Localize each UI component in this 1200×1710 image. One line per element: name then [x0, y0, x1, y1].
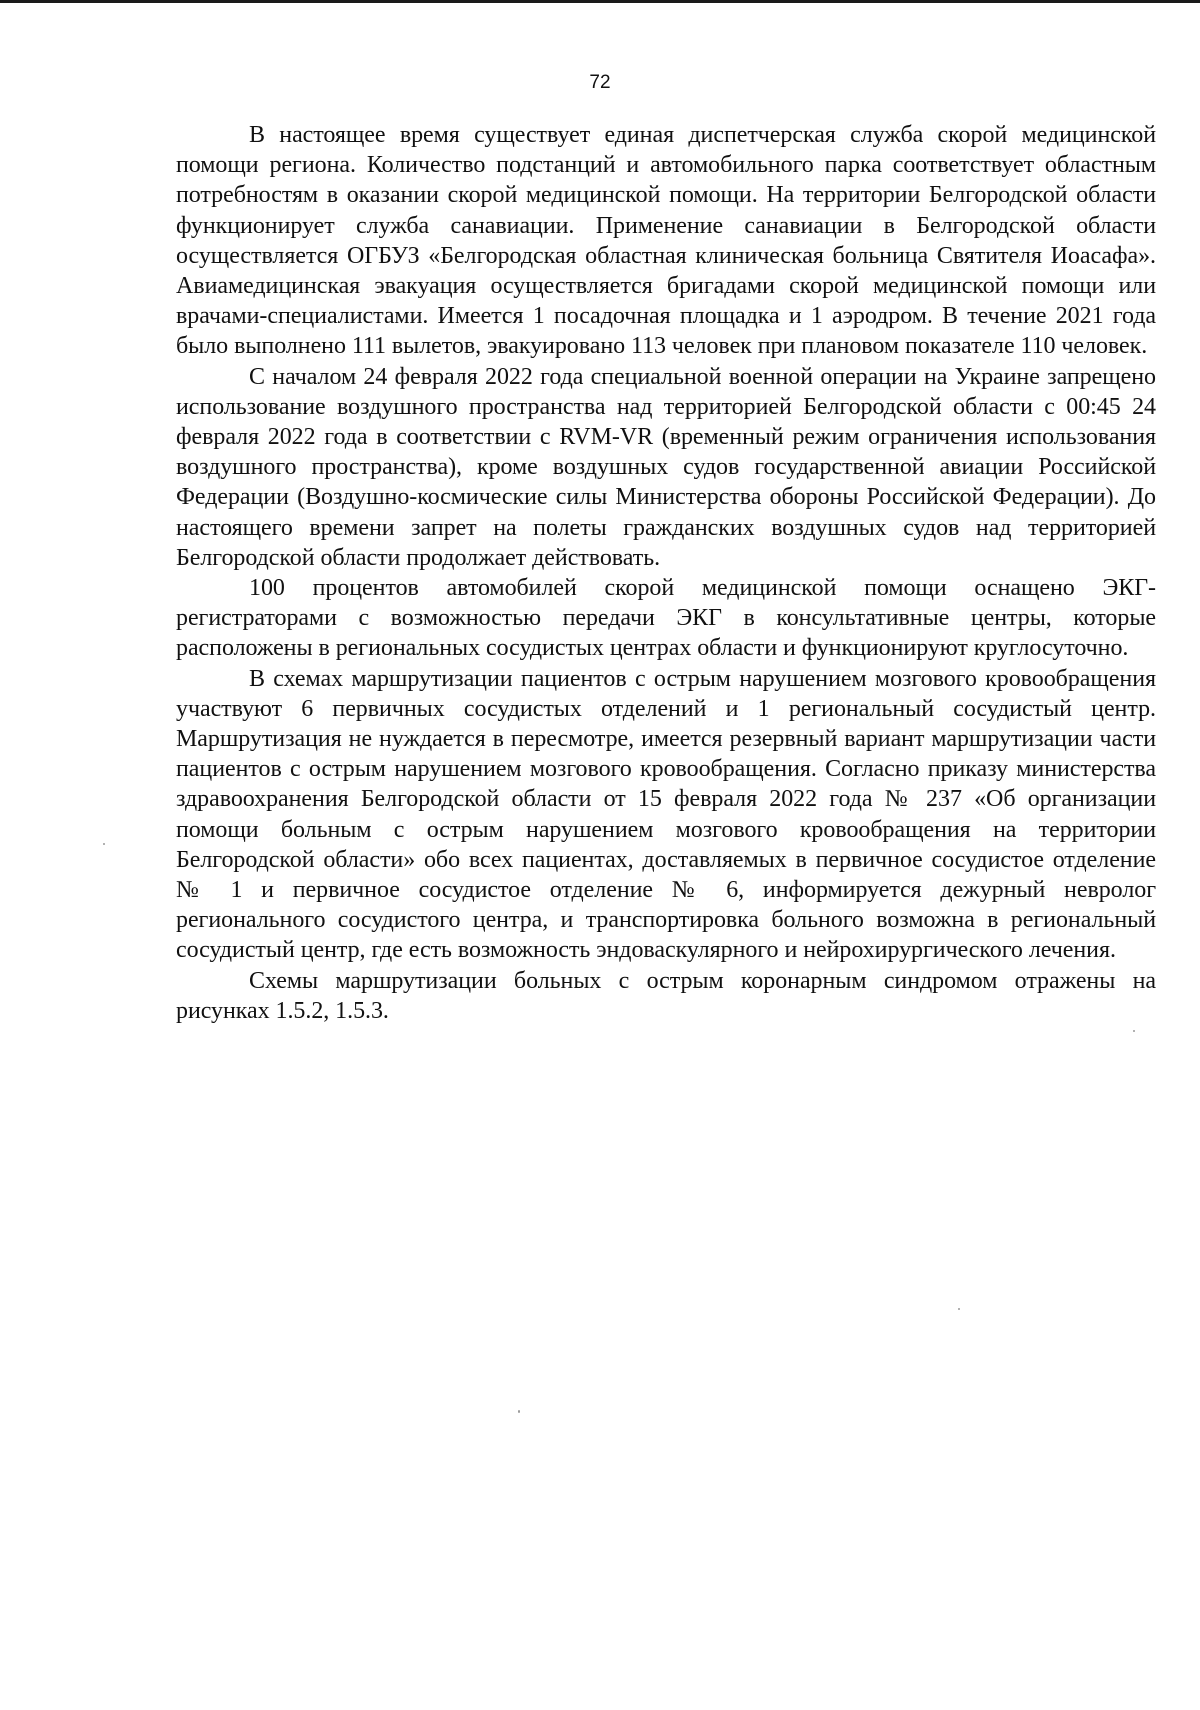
body-text — [176, 120, 1156, 1026]
scan-speck — [958, 1308, 960, 1310]
page-number: 72 — [589, 72, 611, 93]
scan-top-border — [0, 0, 1200, 3]
paragraph-stroke-routing: В схемах маршрутизации пациентов с острым нарушением мозгового кровообращения участвуют 6 первичных сосудистых отделений и 1 региональный сосудистый центр. Маршрутизация не нуждается в пересмотре, имеется резервный вариант маршрутизации части пациентов с острым нарушением мозгового кровообращения. Согласно приказу министерства здравоохранения Белгородской области от 15 февраля 2022 года № 237 «Об организации помощи больным с острым нарушением мозгового кровообращения на территории Белгородской области» обо всех пациентах, доставляемых в первичное сосудистое отделение № 1 и первичное сосудистое отделение № 6, информируется дежурный невролог регионального сосудистого центра, и транспортировка больного возможна в региональный сосудистый центр, где есть возможность эндоваскулярного и нейрохирургического лечения. — [176, 665, 1156, 964]
scan-speck — [518, 1410, 520, 1413]
scan-speck — [1133, 1030, 1135, 1032]
paragraph-coronary-routing: Схемы маршрутизации больных с острым коронарным синдромом отражены на рисунках 1.5.2, 1.5.3. — [176, 967, 1156, 1024]
paragraph-air-ambulance: В настоящее время существует единая диспетчерская служба скорой медицинской помощи региона. Количество подстанций и автомобильного парка соответствует областным потребностям в оказании скорой медицинской помощи. На территории Белгородской области функционирует служба санавиации. Применение санавиации в Белгородской области осуществляется ОГБУЗ «Белгородская областная клиническая больница Святителя Иоасафа». Авиамедицинская эвакуация осуществляется бригадами скорой медицинской помощи или врачами-специалистами. Имеется 1 посадочная площадка и 1 аэродром. В течение 2021 года было выполнено 111 вылетов, эвакуировано 113 человек при плановом показателе 110 человек. — [176, 122, 1156, 360]
paragraph-ecg-equipment: 100 процентов автомобилей скорой медицинской помощи оснащено ЭКГ-регистраторами с возможностью передачи ЭКГ в консультативные центры, которые расположены в региональных сосудистых центрах области и функционируют круглосуточно. — [176, 575, 1156, 662]
scan-speck — [103, 843, 105, 845]
paragraph-airspace-restriction: С началом 24 февраля 2022 года специальной военной операции на Украине запрещено использование воздушного пространства над территорией Белгородской области с 00:45 24 февраля 2022 года в соответствии с RVM-VR (временный режим ограничения использования воздушного пространства), кроме воздушных судов государственной авиации Российской Федерации (Воздушно-космические силы Министерства обороны Российской Федерации). До настоящего времени запрет на полеты гражданских воздушных судов над территорией Белгородской области продолжает действовать. — [176, 363, 1156, 571]
